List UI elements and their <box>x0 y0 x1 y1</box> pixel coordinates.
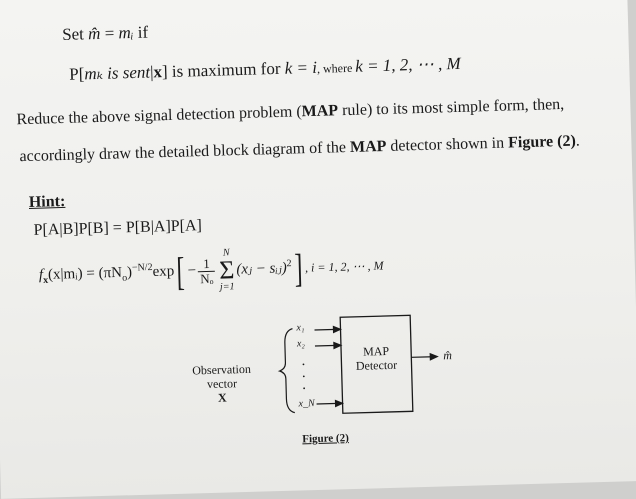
input-x1: x₁ <box>296 322 305 334</box>
brace <box>278 329 294 413</box>
text: Reduce the above signal detection problem ( <box>16 103 302 129</box>
text: if <box>133 22 149 42</box>
text: MAP <box>301 102 339 121</box>
figure-caption: Figure (2) <box>302 432 349 446</box>
text: Observation <box>192 361 252 378</box>
text: = <box>100 23 119 43</box>
text: . <box>575 132 580 150</box>
x-vector: x <box>153 62 163 82</box>
text: x <box>43 274 49 287</box>
fraction <box>198 256 216 285</box>
left-bracket: [ <box>176 248 186 294</box>
text: | <box>149 62 154 82</box>
output-mhat: m̂ <box>443 348 453 363</box>
text: X <box>217 390 227 405</box>
text: accordingly draw the detailed block diagram of the <box>19 138 351 166</box>
observation-vector-label <box>173 361 270 406</box>
text: MAP <box>349 137 387 156</box>
text: , i = 1, 2, ⋯ , M <box>304 258 384 275</box>
text: o <box>121 272 128 284</box>
hint-label: Hint: <box>28 192 66 211</box>
text: , where <box>316 60 356 76</box>
text: k = i <box>284 57 318 78</box>
sigma-symbol: Σ <box>218 255 235 285</box>
mk-symbol: mₖ <box>84 63 104 84</box>
instruction-line-2 <box>19 133 580 167</box>
text: f <box>38 267 44 284</box>
text: (xⱼ − sᵢⱼ) <box>236 260 287 278</box>
map-detector-label <box>341 343 412 373</box>
text: MAP <box>362 343 390 359</box>
mhat-symbol: m̂ <box>87 23 101 44</box>
text: (x|mᵢ) = (πN <box>47 264 123 283</box>
line-map-condition <box>69 54 461 85</box>
text: ) <box>126 264 133 281</box>
line-set-mhat <box>62 23 148 45</box>
input-xn: x_N <box>298 398 315 410</box>
text: rule) to its most simple form, then, <box>337 95 565 120</box>
text: − <box>187 262 197 279</box>
text: exp <box>152 263 175 280</box>
summation <box>219 248 235 292</box>
text: is sent <box>102 62 151 83</box>
pdf-formula <box>38 244 384 298</box>
text: Nₒ <box>200 270 214 286</box>
text: 1 <box>198 256 216 271</box>
text: Figure (2) <box>507 132 577 152</box>
text: P[ <box>69 64 85 84</box>
text: 2 <box>286 258 292 270</box>
text: ] is maximum for <box>161 58 285 82</box>
text: −N/2 <box>131 261 153 274</box>
instruction-line-1 <box>16 96 564 129</box>
bayes-formula: P[A|B]P[B] = P[B|A]P[A] <box>33 217 203 239</box>
text: Set <box>61 24 89 44</box>
text: k = 1, 2, ⋯ , M <box>354 53 461 76</box>
text: detector shown in <box>386 134 509 155</box>
mi-symbol: mᵢ <box>118 22 134 43</box>
right-bracket: ] <box>293 245 304 291</box>
text: vector <box>206 376 238 392</box>
text: j=1 <box>219 281 235 293</box>
text: Detector <box>355 357 398 373</box>
input-x2: x₂ <box>296 338 305 350</box>
text: N <box>222 247 230 259</box>
